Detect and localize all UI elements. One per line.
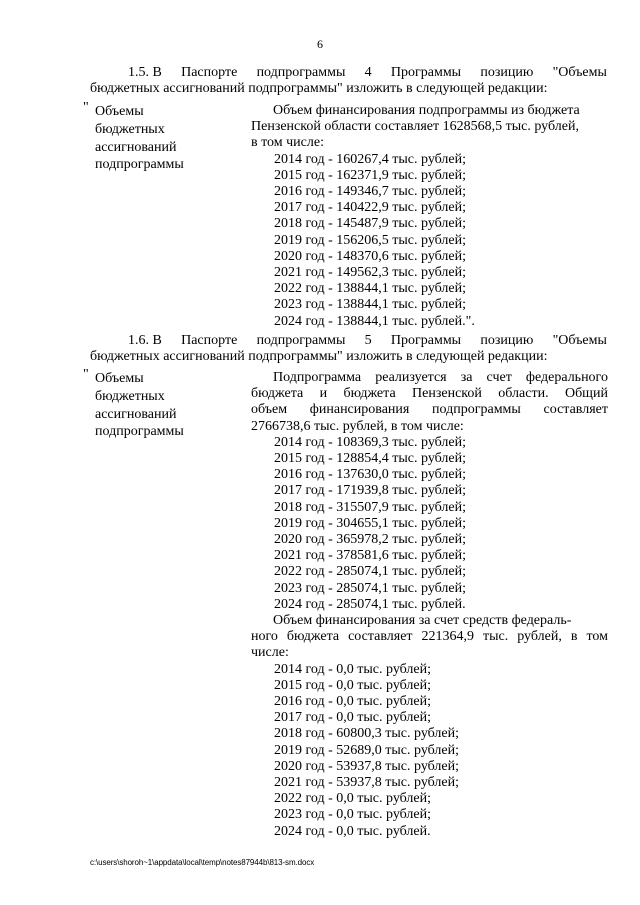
word: и [319,386,328,402]
year-line: 2022 год - 0,0 тыс. рублей; [274,791,432,807]
label-line: подпрограммы [95,424,184,440]
intro-line-2: бюджетных ассигнований подпрограммы" изложить в следующей редакции: [90,349,548,364]
word: Общий [564,386,608,402]
word: счет [486,370,512,385]
year-line: 2014 год - 160267,4 тыс. рублей; [274,151,467,167]
year-line: 2018 год - 145487,9 тыс. рублей; [274,216,467,232]
text-line: Пензенской области составляет 1628568,5 тыс. рублей, [251,119,579,135]
label-line: Объемы [95,104,144,119]
year-line: 2015 год - 162371,9 тыс. рублей; [274,167,467,183]
year-line: 2022 год - 285074,1 тыс. рублей; [274,564,467,580]
year-line: 2017 год - 0,0 тыс. рублей; [274,710,432,726]
right-text-1-5 [251,103,608,330]
word: бюджета [343,386,396,402]
intro-word: подпрограммы [256,65,346,80]
word: подпрограммы [432,402,521,418]
word: области. [498,386,549,402]
intro-word: Программы [390,65,462,80]
intro-word: 5 [364,333,372,348]
label-line: бюджетных [95,121,165,137]
year-line: 2020 год - 148370,6 тыс. рублей; [274,248,467,264]
year-line: 2023 год - 138844,1 тыс. рублей; [274,297,467,313]
footer-file-path: c:\users\shoroh~1\appdata\local\temp\notes87944b\813-sm.docx [90,858,315,867]
intro-line-1 [90,333,607,349]
year-line: 2014 год - 0,0 тыс. рублей; [274,661,432,677]
left-label-1-5 [95,103,245,174]
page-number: 6 [317,37,323,51]
word: объем [251,402,288,418]
intro-word: позицию [480,65,534,80]
year-line: 2019 год - 52689,0 тыс. рублей; [274,742,460,758]
word: том [586,629,608,645]
intro-line-2: бюджетных ассигнований подпрограммы" изложить в следующей редакции: [90,81,548,96]
word: составляет [543,402,608,418]
word: финансирования [309,402,410,418]
text-line [251,370,608,386]
word: составляет [348,629,413,645]
year-line: 2024 год - 0,0 тыс. рублей. [274,823,431,839]
intro-word: 4 [364,65,372,80]
section-1-6-intro [90,333,607,365]
year-line: 2023 год - 285074,1 тыс. рублей; [274,580,467,596]
text-line: Объем финансирования подпрограммы из бюджета [273,103,580,118]
year-line: 2024 год - 138844,1 тыс. рублей.". [274,313,475,329]
year-line: 2016 год - 149346,7 тыс. рублей; [274,184,467,200]
year-line: 2017 год - 171939,8 тыс. рублей; [274,483,467,499]
text-line [251,402,608,418]
word: Подпрограмма [273,370,362,385]
word: за [460,370,473,385]
label-line: ассигнований [95,139,177,155]
year-line: 2022 год - 138844,1 тыс. рублей; [274,281,467,297]
word: федерального [525,370,608,385]
intro-word: "Объемы [552,65,607,80]
text-line: Объем финансирования за счет средств федераль- [273,613,572,629]
right-text-1-6 [251,370,608,840]
intro-word: "Объемы [552,333,607,348]
intro-word: Паспорте [181,65,238,80]
year-line: 2021 год - 53937,8 тыс. рублей; [274,775,460,791]
open-quote: " [83,367,89,382]
intro-word: Программы [390,333,462,348]
left-label-1-6 [95,370,245,441]
word: рублей, [517,629,562,645]
text-line [251,629,608,645]
year-line: 2021 год - 149562,3 тыс. рублей; [274,265,467,281]
year-line: 2024 год - 285074,1 тыс. рублей. [274,596,466,612]
intro-word: Паспорте [181,333,238,348]
word: реализуется [375,370,447,385]
year-line: 2023 год - 0,0 тыс. рублей; [274,807,432,823]
text-line: числе: [251,645,289,661]
word: 221364,9 [421,629,475,645]
text-line [251,386,608,402]
year-line: 2017 год - 140422,9 тыс. рублей; [274,200,467,216]
year-line: 2015 год - 128854,4 тыс. рублей; [274,451,467,467]
label-line: подпрограммы [95,157,184,173]
intro-word: позицию [480,333,534,348]
year-line: 2018 год - 60800,3 тыс. рублей; [274,726,460,742]
intro-line-1 [90,65,607,81]
year-line: 2020 год - 53937,8 тыс. рублей; [274,758,460,774]
label-line: бюджетных [95,388,165,404]
year-line: 2018 год - 315507,9 тыс. рублей; [274,499,467,515]
year-line: 2014 год - 108369,3 тыс. рублей; [274,434,467,450]
intro-word: подпрограммы [256,333,346,348]
year-line: 2021 год - 378581,6 тыс. рублей; [274,548,467,564]
year-line: 2016 год - 137630,0 тыс. рублей; [274,467,467,483]
section-1-5-intro [90,65,607,97]
year-line: 2016 год - 0,0 тыс. рублей; [274,694,432,710]
word: в [570,629,578,645]
year-line: 2015 год - 0,0 тыс. рублей; [274,677,432,693]
open-quote: " [83,100,89,115]
year-line: 2019 год - 156206,5 тыс. рублей; [274,232,467,248]
intro-word: 1.6. В [128,333,162,348]
label-line: ассигнований [95,406,177,422]
text-line: 2766738,6 тыс. рублей, в том числе: [251,418,464,434]
text-line: в том числе: [251,135,324,151]
year-line: 2020 год - 365978,2 тыс. рублей; [274,532,467,548]
label-line: Объемы [95,371,144,386]
word: ного [251,629,278,645]
word: тыс. [483,629,509,645]
word: бюджета [286,629,340,645]
intro-word: 1.5. В [128,65,162,80]
word: бюджета [251,386,304,402]
year-line: 2019 год - 304655,1 тыс. рублей; [274,515,467,531]
word: Пензенской [412,386,482,402]
